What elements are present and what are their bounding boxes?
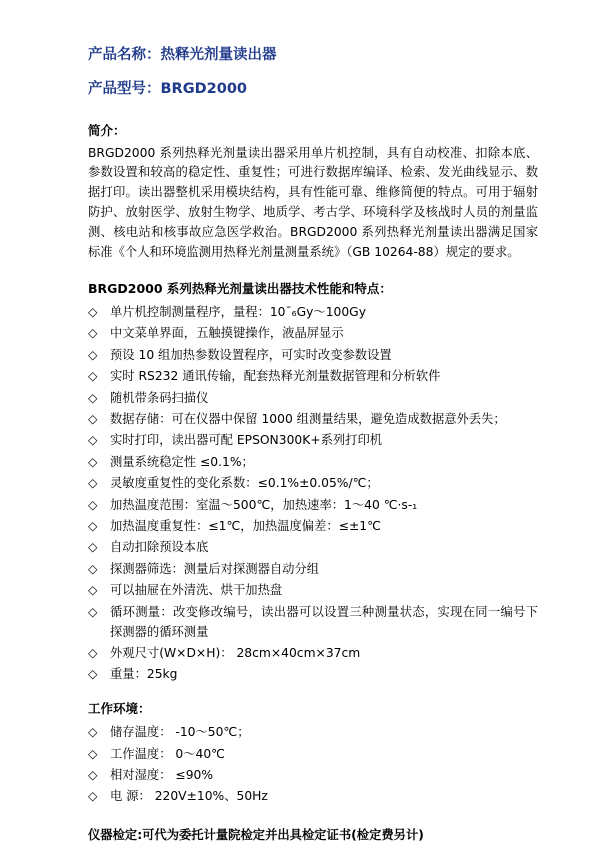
list-item-text: 测量系统稳定性 ≤0.1%； (110, 454, 254, 469)
diamond-bullet-icon: ◇ (88, 304, 98, 319)
intro-paragraph: BRGD2000 系列热释光剂量读出器采用单片机控制，具有自动校准、扣除本底、参数设置和较高的稳定性、重复性；可进行数据库编译、检索、发光曲线显示、数据打印。读出器整机采用模块结构，具有性能可靠、维修简便的特点。可用于辐射防护、放射医学、放射生物学、地质学、考古学、环境科学及核战时人员的剂量监测、核电站和核事故应急医学救治。BRGD2000 系列热释光剂量读出器满足国家标准《个人和环境监测用热释光剂量测量系统》（GB 10264-88）规定的要求。 (88, 145, 538, 260)
diamond-bullet-icon: ◇ (88, 746, 98, 761)
diamond-bullet-icon: ◇ (88, 476, 98, 491)
list-item (88, 410, 538, 430)
list-item-text: 单片机控制测量程序，量程：10ˉ₆Gy～100Gy (110, 304, 366, 319)
diamond-bullet-icon: ◇ (88, 789, 98, 804)
list-item (88, 389, 538, 409)
list-item-text: 预设 10 组加热参数设置程序，可实时改变参数设置 (110, 347, 392, 362)
diamond-bullet-icon: ◇ (88, 561, 98, 576)
list-item (88, 766, 538, 786)
diamond-bullet-icon: ◇ (88, 540, 98, 555)
specs-list (88, 303, 538, 685)
diamond-bullet-icon: ◇ (88, 768, 98, 783)
specs-heading: BRGD2000 系列热释光剂量读出器技术性能和特点： (88, 280, 392, 296)
diamond-bullet-icon: ◇ (88, 497, 98, 512)
list-item-text: 储存温度： -10～50℃； (110, 725, 250, 740)
list-item (88, 787, 538, 807)
list-item (88, 367, 538, 387)
list-item-text: 探测器筛选：测量后对探测器自动分组 (110, 561, 320, 576)
list-item (88, 581, 538, 601)
list-item-text: 数据存储：可在仪器中保留 1000 组测量结果，避免造成数据意外丢失； (110, 411, 506, 426)
list-item (88, 496, 538, 516)
diamond-bullet-icon: ◇ (88, 411, 98, 426)
environment-heading: 工作环境： (88, 701, 151, 717)
list-item-text: 可以抽屉在外清洗、烘干加热盘 (110, 583, 283, 598)
diamond-bullet-icon: ◇ (88, 454, 98, 469)
diamond-bullet-icon: ◇ (88, 326, 98, 341)
list-item (88, 665, 538, 685)
list-item (88, 303, 538, 323)
list-item-text: 重量：25kg (110, 667, 178, 682)
list-item-text: 实时打印，读出器可配 EPSON300K+系列打印机 (110, 433, 383, 448)
environment-list (88, 723, 538, 807)
diamond-bullet-icon: ◇ (88, 645, 98, 660)
list-item-text: 中文菜单界面，五触摸键操作，液晶屏显示 (110, 326, 344, 341)
intro-heading: 简介： (88, 122, 126, 138)
diamond-bullet-icon: ◇ (88, 519, 98, 533)
list-item-text: 随机带条码扫描仪 (110, 390, 209, 405)
diamond-bullet-icon: ◇ (88, 390, 98, 405)
list-item-text: 灵敏度重复性的变化系数：≤0.1%±0.05%/℃； (110, 476, 379, 491)
list-item (88, 346, 538, 366)
product-model-title: 产品型号：BRGD2000 (88, 80, 248, 97)
list-item (88, 453, 538, 473)
list-item (88, 603, 538, 643)
list-item (88, 723, 538, 743)
list-item-text: 工作温度： 0～40℃ (110, 746, 225, 761)
list-item-text: 电 源： 220V±10%、50Hz (110, 789, 268, 804)
diamond-bullet-icon: ◇ (88, 347, 98, 362)
list-item (88, 324, 538, 344)
list-item-text: 加热温度重复性：≤1℃，加热温度偏差：≤±1℃ (110, 519, 381, 533)
list-item (88, 517, 538, 537)
diamond-bullet-icon: ◇ (88, 583, 98, 598)
list-item-text: 循环测量：改变修改编号，读出器可以设置三种测量状态，实现在同一编号下探测器的循环测量 (110, 604, 538, 639)
list-item-text: 外观尺寸(W×D×H)： 28cm×40cm×37cm (110, 645, 361, 660)
diamond-bullet-icon: ◇ (88, 433, 98, 448)
diamond-bullet-icon: ◇ (88, 604, 98, 619)
list-item (88, 644, 538, 664)
diamond-bullet-icon: ◇ (88, 667, 98, 682)
list-item-text: 自动扣除预设本底 (110, 540, 209, 555)
product-name-title: 产品名称：热释光剂量读出器 (88, 47, 277, 63)
list-item (88, 560, 538, 580)
list-item (88, 431, 538, 451)
calibration-note: 仪器检定:可代为委托计量院检定并出具检定证书(检定费另计) (88, 828, 424, 843)
list-item-text: 加热温度范围：室温～500℃，加热速率：1～40 ℃·s-₁ (110, 497, 418, 512)
list-item (88, 474, 538, 494)
list-item-text: 实时 RS232 通讯传输，配套热释光剂量数据管理和分析软件 (110, 369, 441, 384)
list-item-text: 相对湿度： ≤90% (110, 768, 214, 783)
diamond-bullet-icon: ◇ (88, 369, 98, 384)
diamond-bullet-icon: ◇ (88, 725, 98, 740)
list-item (88, 538, 538, 558)
